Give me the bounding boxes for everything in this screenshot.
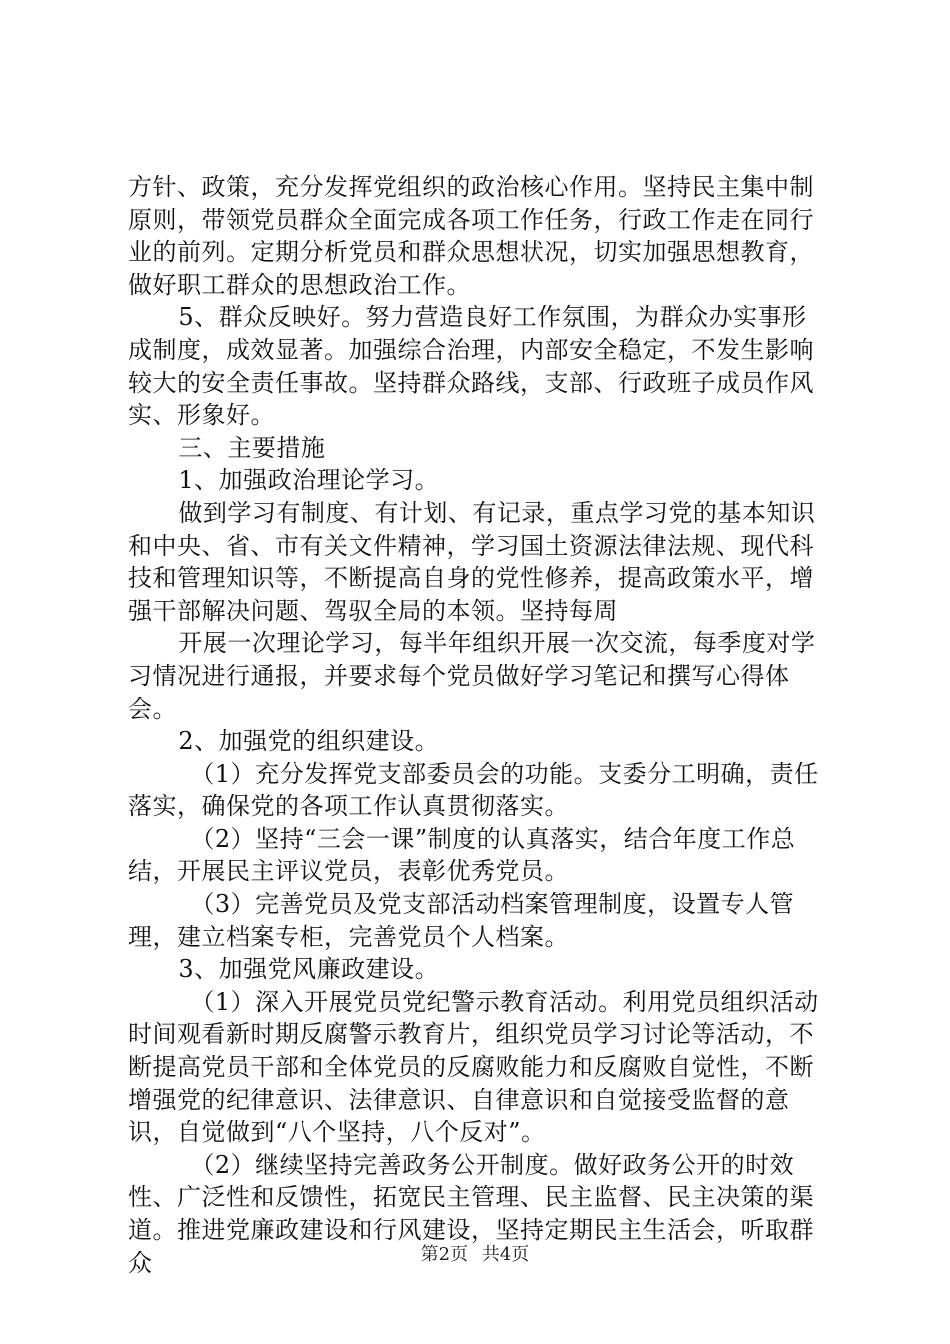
page-number: 第2页 <box>420 1244 469 1265</box>
paragraph-9: （2）继续坚持完善政务公开制度。做好政务公开的时效性、广泛性和反馈性，拓宽民主管理、民主监督、民主决策的渠道。推进党廉政建设和行风建设，坚持定期民主生活会，听取群众 <box>128 1150 814 1277</box>
paragraph-2: 5、群众反映好。努力营造良好工作氛围，为群众办实事形成制度，成效显著。加强综合治理，内部安全稳定，不发生影响较大的安全责任事故。坚持群众路线，支部、行政班子成员作风实、形象好。 <box>128 303 814 430</box>
paragraph-8: （1）深入开展党员党纪警示教育活动。利用党员组织活动时间观看新时期反腐警示教育片，组织党员学习讨论等活动，不断提高党员干部和全体党员的反腐败能力和反腐败自觉性，不断增强党的纪律意识、法律意识、自律意识和自觉接受监督的意识，自觉做到“八个坚持，八个反对”。 <box>128 987 819 1147</box>
paragraph-3: 做到学习有制度、有计划、有记录，重点学习党的基本知识和中央、省、市有关文件精神，学习国土资源法律法规、现代科技和管理知识等，不断提高自身的党性修养，提高政策水平，增强干部解决问题、驾驭全局的本领。坚持每周 <box>128 498 816 625</box>
page-total: 共4页 <box>481 1244 530 1265</box>
document-body <box>128 171 828 1279</box>
paragraph-1: 方针、政策，充分发挥党组织的政治核心作用。坚持民主集中制原则，带领党员群众全面完成各项工作任务，行政工作走在同行业的前列。定期分析党员和群众思想状况，切实加强思想教育，做好职工群众的思想政治工作。 <box>128 173 814 299</box>
paragraph-5: （1）充分发挥党支部委员会的功能。支委分工明确，责任落实，确保党的各项工作认真贯彻落实。 <box>128 759 819 821</box>
paragraph-6: （2）坚持“三会一课”制度的认真落实，结合年度工作总结，开展民主评议党员，表彰优秀党员。 <box>128 824 796 886</box>
paragraph-7: （3）完善党员及党支部活动档案管理制度，设置专人管理，建立档案专柜，完善党员个人档案。 <box>128 890 795 951</box>
paragraph-4: 开展一次理论学习，每半年组织开展一次交流，每季度对学习情况进行通报，并要求每个党员做好学习笔记和撰写心得体会。 <box>128 629 816 723</box>
subheading-organization: 2、加强党的组织建设。 <box>178 727 440 756</box>
page-footer <box>0 1243 950 1267</box>
subheading-clean-governance: 3、加强党风廉政建设。 <box>178 955 440 984</box>
subheading-political-study: 1、加强政治理论学习。 <box>178 466 440 495</box>
section-heading-main-measures: 三、主要措施 <box>178 433 326 462</box>
